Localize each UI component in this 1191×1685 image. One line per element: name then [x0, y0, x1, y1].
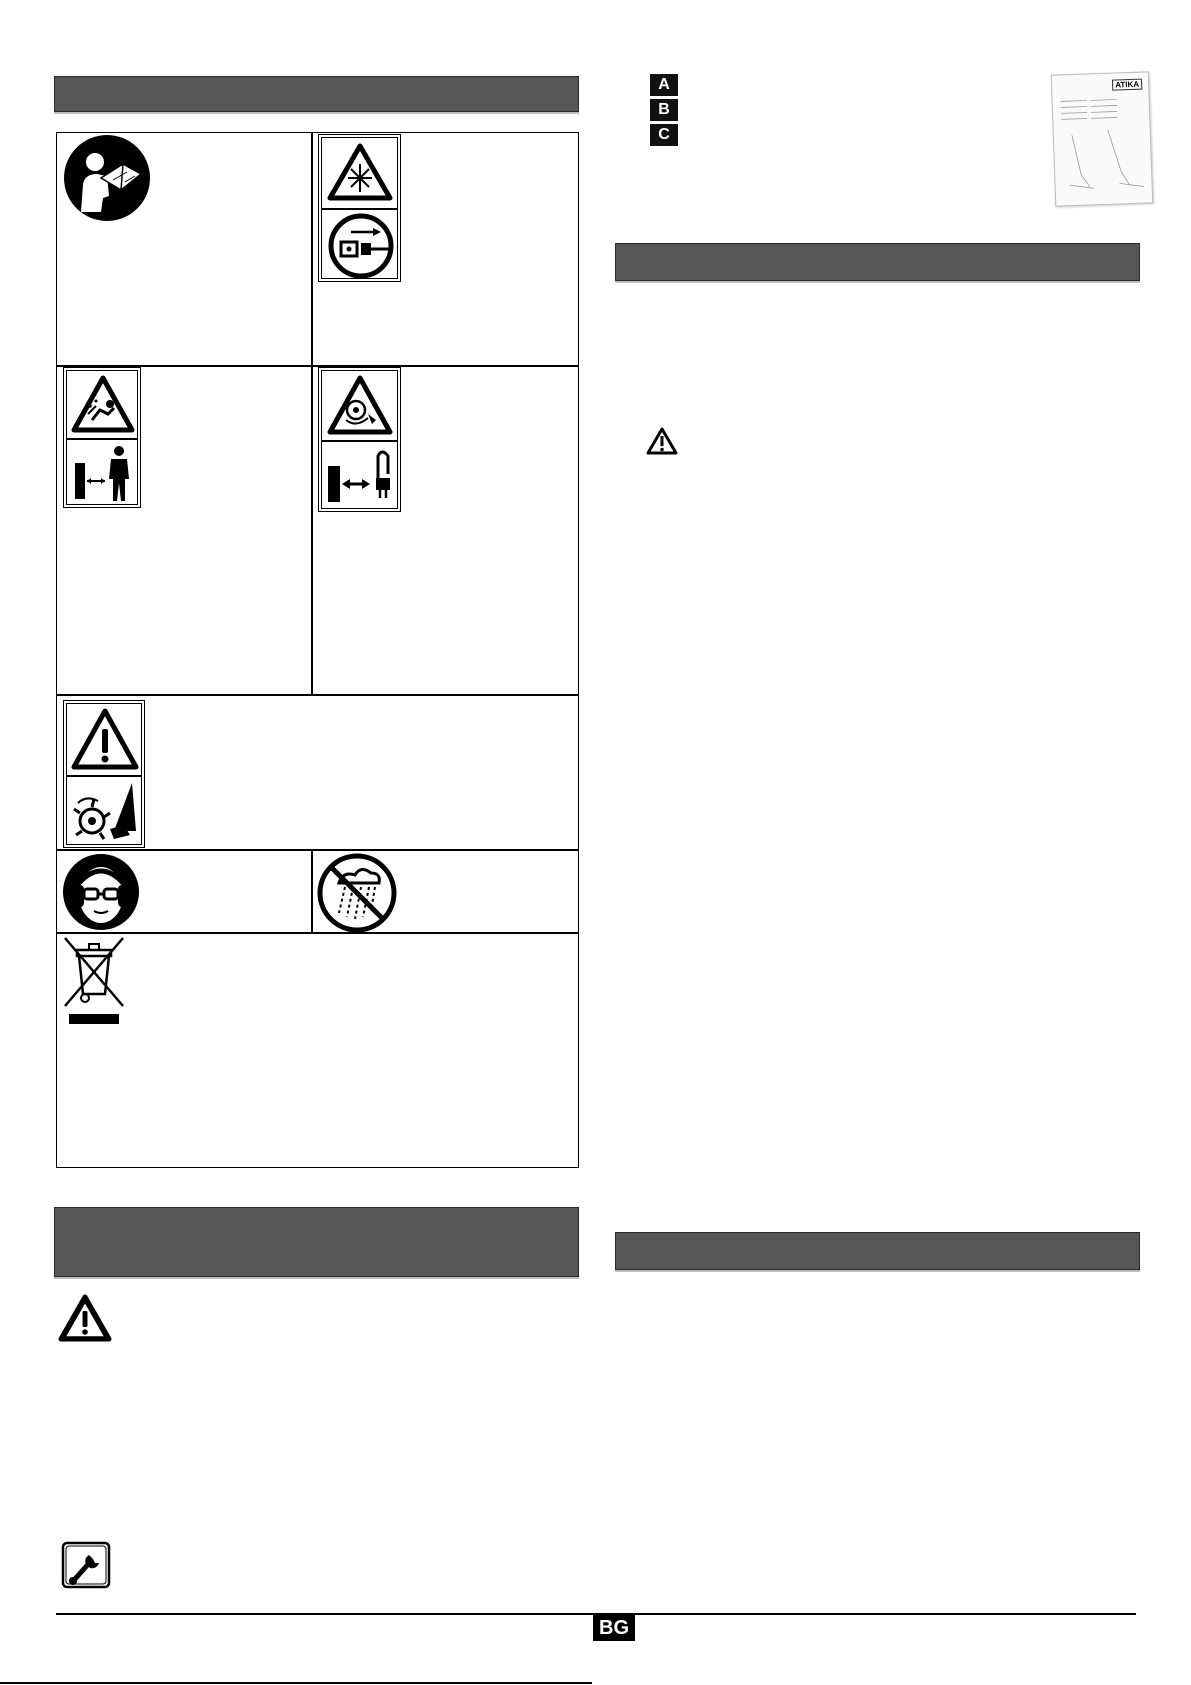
row-divider	[57, 694, 578, 696]
section-header-bar-right-top	[615, 243, 1140, 281]
read-manual-icon	[63, 134, 151, 222]
section-header-bar-safety	[54, 1207, 579, 1277]
manual-cover-thumbnail	[1051, 71, 1154, 206]
warning-plate-bystanders	[63, 367, 141, 508]
section-header-bar-right-bottom	[615, 1232, 1140, 1270]
column-divider	[311, 849, 313, 932]
row-divider	[57, 849, 578, 851]
language-badge: BG	[593, 1615, 635, 1641]
label-c-badge: C	[650, 124, 678, 146]
label-a-badge: A	[650, 74, 678, 96]
warning-plate-blade	[63, 700, 145, 848]
flying-debris-warning-icon	[70, 374, 136, 434]
warning-plate-disconnect	[318, 134, 401, 282]
keep-distance-plug-icon	[326, 444, 396, 506]
symbols-table	[56, 132, 579, 1168]
rotating-parts-warning-icon	[326, 374, 394, 436]
general-warning-icon	[70, 707, 140, 771]
warning-triangle-icon	[57, 1293, 113, 1343]
no-rain-icon	[317, 853, 397, 933]
section-header-bar-symbols	[54, 76, 579, 112]
warning-plate-rotating	[318, 367, 401, 512]
wrench-icon	[61, 1541, 111, 1589]
page-bottom-rule	[0, 1682, 592, 1684]
cold-sharp-object-warning-icon	[326, 142, 394, 202]
thumbnail-drawing-icon	[1056, 92, 1148, 199]
column-divider	[311, 365, 313, 694]
keep-distance-person-icon	[71, 443, 137, 503]
label-b-badge: B	[650, 99, 678, 121]
warning-triangle-small-icon	[645, 426, 679, 456]
column-divider	[311, 133, 313, 365]
disconnect-plug-icon	[325, 212, 397, 278]
rotating-blade-hand-icon	[70, 779, 140, 843]
crossed-bin-icon	[63, 936, 125, 1026]
thumbnail-brand-label: ATIKA	[1112, 79, 1142, 91]
eye-ear-protection-icon	[62, 853, 140, 931]
